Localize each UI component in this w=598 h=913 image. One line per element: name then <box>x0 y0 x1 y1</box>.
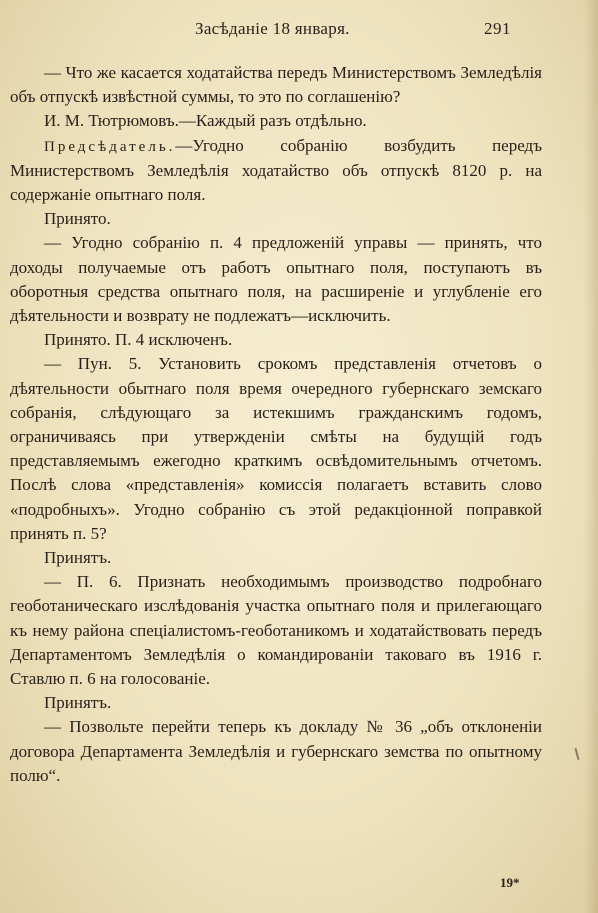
paragraph-text: — Угодно собранію п. 4 предложеній управы — принять, что доходы получаемые отъ работъ опытнаго поля, поступаютъ въ оборотныя средства опытнаго поля, на расширеніе и углубленіе его дѣятельности и возврату не подлежатъ—исключить. <box>10 233 542 326</box>
paragraph <box>10 570 542 691</box>
paragraph-text: — Что же касается ходатайства передъ Министерствомъ Земледѣлія объ отпускѣ извѣстной суммы, то это по соглашенію? <box>10 63 542 107</box>
paragraph <box>10 328 542 352</box>
paragraph <box>10 231 542 328</box>
body-text <box>10 61 542 788</box>
paragraph-text: Принятъ. <box>44 693 112 713</box>
page-number: 291 <box>484 19 511 38</box>
paragraph <box>10 352 542 546</box>
speaker-name: Предсѣдатель. <box>44 138 176 155</box>
signature-mark: 19* <box>500 875 520 890</box>
page-edge-shadow <box>584 0 598 913</box>
margin-mark <box>574 748 579 760</box>
paragraph <box>10 546 542 570</box>
speaker-name: И. М. Тютрюмовъ. <box>44 111 179 131</box>
paragraph-text: — П. 6. Признать необходимымъ производство подробнаго геоботаническаго изслѣдованія участка опытнаго поля и прилегающаго къ нему района спеціалистомъ-геоботаникомъ и ходатайствовать передъ Департаментомъ Земледѣлія о командированіи таковаго въ 1916 г. Ставлю п. 6 на голосованіе. <box>10 572 542 689</box>
paragraph-text: Принято. <box>44 209 111 229</box>
paragraph-text: — Позвольте перейти теперь къ докладу № 36 „объ отклоненіи договора Департамента Земледѣлія и губернскаго земства по опытному полю“. <box>10 717 542 785</box>
paragraph-text: —Каждый разъ отдѣльно. <box>178 111 367 131</box>
paragraph <box>10 207 542 231</box>
paragraph <box>10 691 542 715</box>
paragraph <box>10 61 542 109</box>
paragraph-text: Принято. П. 4 исключенъ. <box>44 330 233 350</box>
page-header <box>0 14 598 44</box>
paragraph-text: — Пун. 5. Установить срокомъ представленія отчетовъ о дѣятельности обытнаго поля время очередного губернскаго земскаго собранія, слѣдующаго за истекшимъ гражданскимъ годомъ, ограничиваясь при утвержденіи смѣты на будущій годъ представляемымъ ежегодно краткимъ освѣдомительнымъ отчетомъ. Послѣ слова «представленія» комиссія полагаетъ вставить слово «подробныхъ». Угодно собранію съ этой редакціонной поправкой принять п. 5? <box>10 354 542 543</box>
paragraph-text: —Угодно собранію возбудить передъ Министерствомъ Земледѣлія ходатайство объ отпускѣ 8120 р. на содержаніе опытнаго поля. <box>10 135 542 205</box>
paragraph <box>10 134 542 208</box>
paragraph <box>10 109 542 133</box>
running-title: Засѣданіе 18 января. <box>195 19 350 38</box>
paragraph <box>10 715 542 788</box>
paragraph-text: Принятъ. <box>44 548 112 568</box>
